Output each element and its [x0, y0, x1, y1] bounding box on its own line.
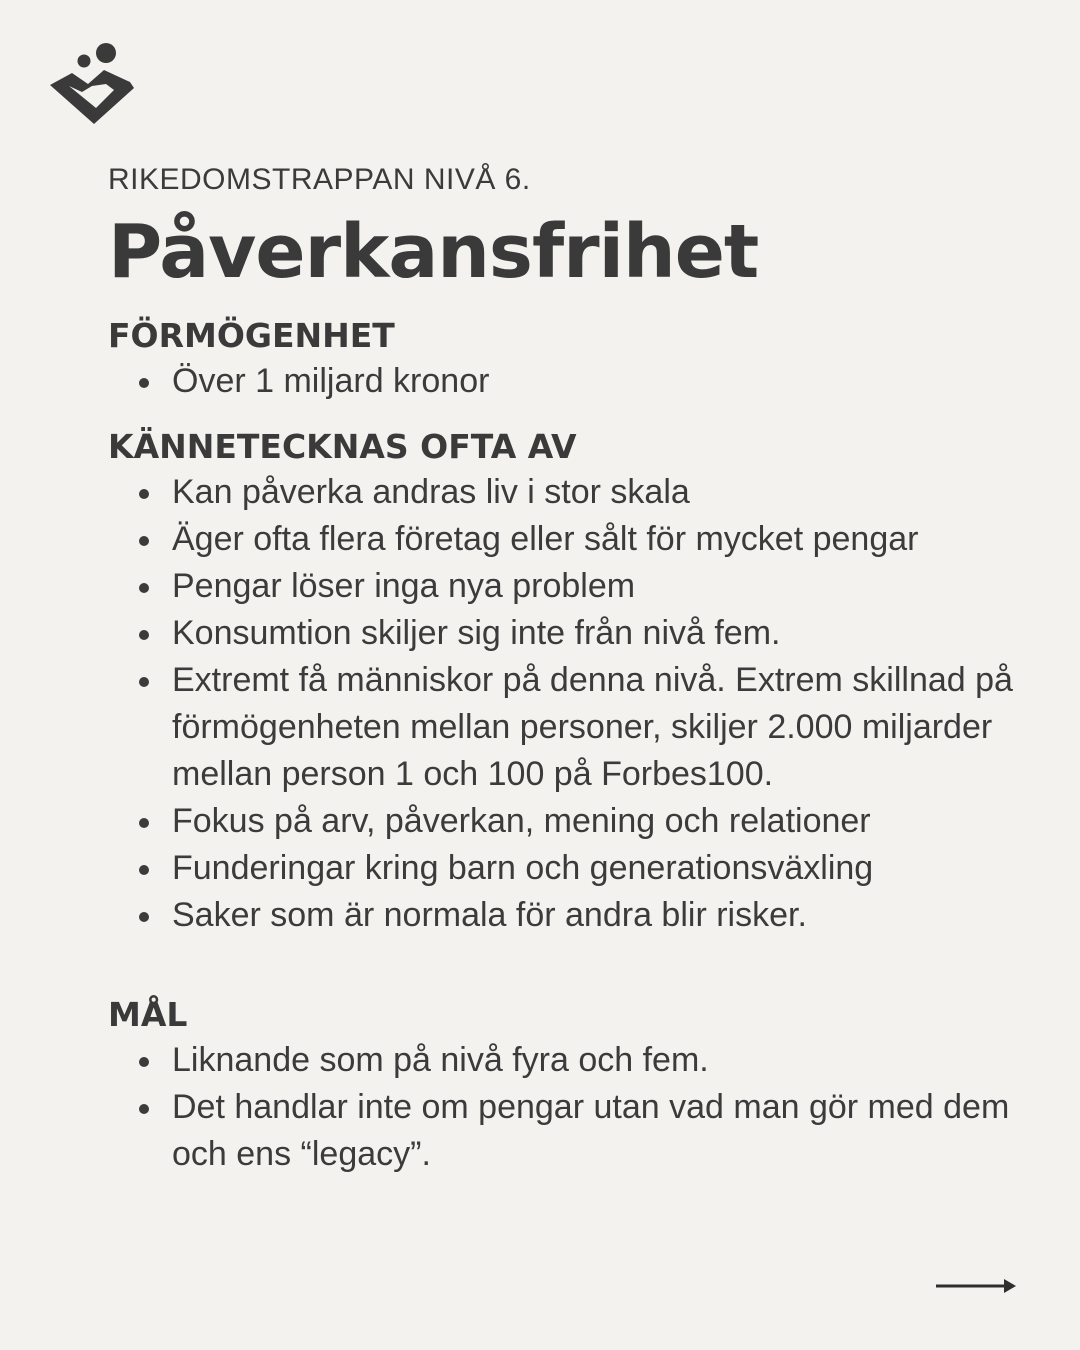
section-kannetecknas [108, 425, 1048, 939]
list-item: Fokus på arv, påverkan, mening och relationer [172, 798, 1048, 845]
list-item: Konsumtion skiljer sig inte från nivå fem. [172, 610, 1048, 657]
list-item: Det handlar inte om pengar utan vad man gör med dem och ens “legacy”. [172, 1084, 1048, 1178]
bullet-list [108, 1037, 1048, 1178]
level-eyebrow: RIKEDOMSTRAPPAN NIVÅ 6. [108, 163, 531, 196]
section-formogenhet [108, 314, 1048, 405]
list-item: Extremt få människor på denna nivå. Extrem skillnad på förmögenheten mellan personer, skiljer 2.000 miljarder mellan person 1 och 100 på Forbes100. [172, 657, 1048, 798]
section-heading: FÖRMÖGENHET [108, 316, 395, 355]
bullet-list [108, 358, 1048, 405]
list-item: Liknande som på nivå fyra och fem. [172, 1037, 1048, 1084]
list-item: Funderingar kring barn och generationsväxling [172, 845, 1048, 892]
list-item: Saker som är normala för andra blir risker. [172, 892, 1048, 939]
main-content [108, 160, 1048, 1178]
section-heading: KÄNNETECKNAS OFTA AV [108, 427, 577, 466]
page-title: Påverkansfrihet [108, 209, 759, 295]
arrow-right-icon[interactable] [934, 1274, 1018, 1298]
logo-people-heart-icon [44, 40, 140, 130]
section-mal [108, 993, 1048, 1178]
list-item: Äger ofta flera företag eller sålt för mycket pengar [172, 516, 1048, 563]
bullet-list [108, 469, 1048, 939]
list-item: Pengar löser inga nya problem [172, 563, 1048, 610]
section-heading: MÅL [108, 995, 188, 1034]
list-item: Över 1 miljard kronor [172, 358, 1048, 405]
list-item: Kan påverka andras liv i stor skala [172, 469, 1048, 516]
